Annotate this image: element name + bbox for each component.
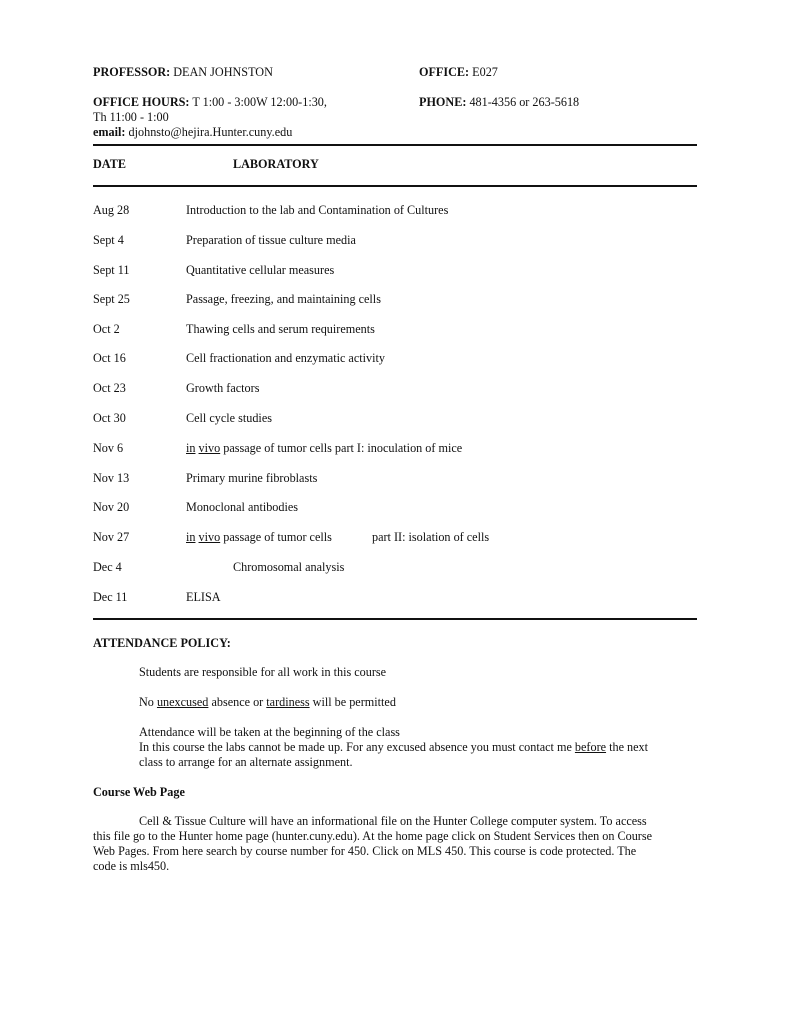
professor-label: PROFESSOR: bbox=[93, 65, 171, 79]
column-header-laboratory: LABORATORY bbox=[233, 157, 319, 171]
column-header-date: DATE bbox=[93, 157, 126, 171]
web-paragraph-line: code is mls450. bbox=[93, 859, 170, 873]
row-lab: Growth factors bbox=[186, 381, 260, 395]
row-lab: Preparation of tissue culture media bbox=[186, 233, 356, 247]
row-lab-text: passage of tumor cells bbox=[223, 530, 332, 544]
table-rule-bottom bbox=[93, 618, 697, 620]
phone-line bbox=[419, 95, 579, 110]
attendance-line: class to arrange for an alternate assignment. bbox=[139, 755, 353, 769]
row-lab: Thawing cells and serum requirements bbox=[186, 322, 375, 336]
row-date: Nov 13 bbox=[93, 471, 130, 485]
office-hours-label: OFFICE HOURS: bbox=[93, 95, 190, 109]
header-rule-top bbox=[93, 144, 697, 146]
row-lab: Passage, freezing, and maintaining cells bbox=[186, 292, 381, 306]
office-label: OFFICE: bbox=[419, 65, 470, 79]
row-date: Sept 4 bbox=[93, 233, 124, 247]
professor-line bbox=[93, 65, 273, 80]
row-date: Nov 20 bbox=[93, 500, 130, 514]
email-label: email: bbox=[93, 125, 126, 139]
row-date: Nov 6 bbox=[93, 441, 124, 455]
vivo-underlined: vivo bbox=[198, 441, 221, 455]
row-lab: ELISA bbox=[186, 590, 221, 604]
row-lab: Monoclonal antibodies bbox=[186, 500, 299, 514]
row-date: Oct 16 bbox=[93, 351, 126, 365]
row-date: Aug 28 bbox=[93, 203, 130, 217]
attendance-line: Students are responsible for all work in this course bbox=[139, 665, 387, 679]
web-paragraph-line: Cell & Tissue Culture will have an informational file on the Hunter College computer system. To access bbox=[139, 814, 647, 828]
row-lab: Cell fractionation and enzymatic activity bbox=[186, 351, 385, 365]
professor-name: DEAN JOHNSTON bbox=[173, 65, 273, 79]
row-lab: Chromosomal analysis bbox=[233, 560, 345, 574]
row-lab-text: passage of tumor cells part I: inoculation of mice bbox=[223, 441, 463, 455]
tardiness-underlined: tardiness bbox=[266, 695, 310, 709]
office-hours-value: T 1:00 - 3:00W 12:00-1:30, bbox=[192, 95, 327, 109]
row-lab-part: part II: isolation of cells bbox=[372, 530, 490, 544]
office-value: E027 bbox=[472, 65, 498, 79]
office-hours-line bbox=[93, 95, 327, 110]
row-date: Oct 23 bbox=[93, 381, 126, 395]
attendance-heading: ATTENDANCE POLICY: bbox=[93, 636, 231, 650]
row-lab bbox=[186, 530, 332, 545]
row-date: Oct 30 bbox=[93, 411, 126, 425]
row-lab: Primary murine fibroblasts bbox=[186, 471, 318, 485]
office-hours-line2: Th 11:00 - 1:00 bbox=[93, 110, 169, 124]
office-line bbox=[419, 65, 498, 80]
row-date: Dec 4 bbox=[93, 560, 122, 574]
phone-label: PHONE: bbox=[419, 95, 467, 109]
web-paragraph-line: Web Pages. From here search by course number for 450. Click on MLS 450. This course is code protected. The bbox=[93, 844, 637, 858]
before-underlined: before bbox=[574, 740, 607, 754]
row-date: Nov 27 bbox=[93, 530, 130, 544]
attendance-line: Attendance will be taken at the beginning of the class bbox=[139, 725, 400, 739]
web-paragraph-line: this file go to the Hunter home page (hunter.cuny.edu). At the home page click on Student Services then on Course bbox=[93, 829, 653, 843]
in-underlined: in bbox=[186, 530, 196, 544]
in-underlined: in bbox=[186, 441, 196, 455]
header-rule-bottom bbox=[93, 185, 697, 187]
row-lab: Introduction to the lab and Contamination of Cultures bbox=[186, 203, 449, 217]
row-date: Sept 25 bbox=[93, 292, 130, 306]
attendance-line: In this course the labs cannot be made up. For any excused absence you must contact me before the next bbox=[139, 740, 649, 754]
row-date: Sept 11 bbox=[93, 263, 130, 277]
attendance-line: No unexcused absence or tardiness will be permitted bbox=[139, 695, 396, 709]
phone-value: 481-4356 or 263-5618 bbox=[469, 95, 580, 109]
vivo-underlined: vivo bbox=[198, 530, 221, 544]
row-lab bbox=[186, 441, 462, 456]
email-line bbox=[93, 125, 292, 140]
row-lab: Cell cycle studies bbox=[186, 411, 272, 425]
row-date: Dec 11 bbox=[93, 590, 128, 604]
row-date: Oct 2 bbox=[93, 322, 120, 336]
row-lab: Quantitative cellular measures bbox=[186, 263, 335, 277]
web-heading: Course Web Page bbox=[93, 785, 185, 799]
email-value: djohnsto@hejira.Hunter.cuny.edu bbox=[128, 125, 293, 139]
unexcused-underlined: unexcused bbox=[156, 695, 209, 709]
